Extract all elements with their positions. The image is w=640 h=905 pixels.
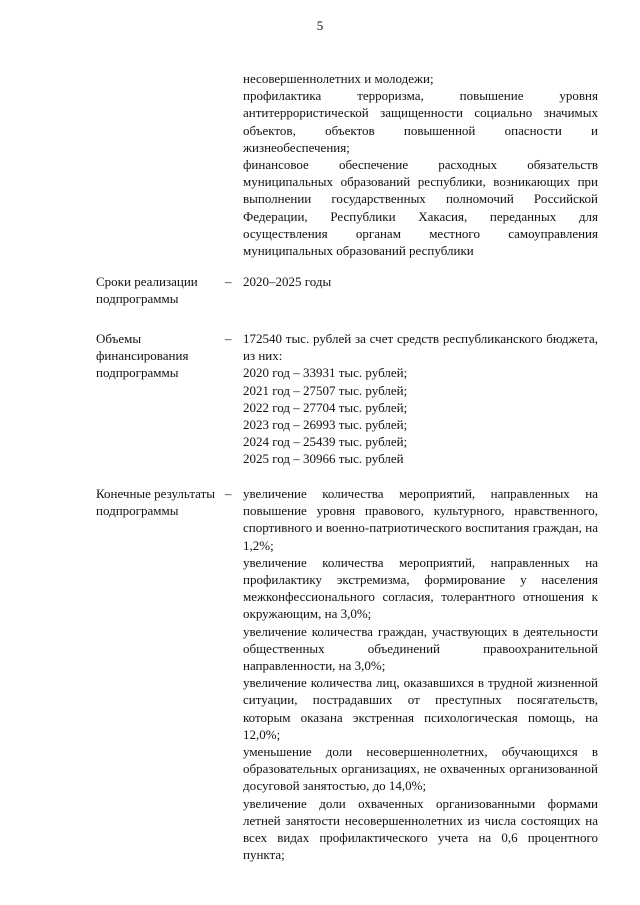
funding-year: 2024 год – 25439 тыс. рублей;	[243, 434, 408, 450]
funding-year: 2023 год – 26993 тыс. рублей;	[243, 417, 408, 433]
result-item: уменьшение доли несовершеннолетних, обучающихся в образовательных организациях, не охваченных организованной досуговой занятостью, до 14,0%;	[243, 744, 598, 794]
result-item: увеличение количества граждан, участвующих в деятельности общественных объединений правоохранительной направленности, на 3,0%;	[243, 623, 598, 674]
funding-label: Объемы финансирования подпрограммы	[96, 331, 189, 381]
funding-total: 172540 тыс. рублей за счет средств республиканского бюджета, из них:	[243, 331, 598, 364]
terms-dash: –	[225, 274, 232, 289]
intro-paragraph: несовершеннолетних и молодежи;	[243, 71, 434, 86]
funding-year: 2021 год – 27507 тыс. рублей;	[243, 382, 408, 398]
intro-content	[243, 70, 598, 259]
result-item: увеличение доли охваченных организованными формами летней занятости несовершеннолетних из числа состоящих на всех видах профилактического учета на 0,6 процентного пункта;	[243, 795, 598, 863]
intro-paragraph: финансовое обеспечение расходных обязательств муниципальных образований республики, возникающих при выполнении государственных полномочий Российской Федерации, Республики Хакасия, переданных для осуществления органам местного самоуправления муниципальных образований республики	[243, 157, 598, 259]
result-item: увеличение количества лиц, оказавшихся в трудной жизненной ситуации, пострадавших от преступных посягательств, которым оказана экстренная психологическая помощь, на 12,0%;	[243, 675, 598, 742]
result-item: увеличение количества мероприятий, направленных на профилактику экстремизма, формирование у населения межконфессионального согласия, толерантного отношения к окружающим, на 3,0%;	[243, 554, 598, 622]
result-item: увеличение количества мероприятий, направленных на повышение уровня правового, культурного, нравственного, спортивного и военно-патриотического воспитания граждан, на 1,2%;	[243, 486, 598, 553]
results-dash: –	[225, 486, 232, 501]
terms-label: Сроки реализации подпрограммы	[96, 274, 198, 307]
funding-content	[243, 330, 598, 468]
results-label: Конечные результаты подпрограммы	[96, 486, 216, 519]
funding-year: 2022 год – 27704 тыс. рублей;	[243, 399, 408, 415]
funding-year: 2020 год – 33931 тыс. рублей;	[243, 365, 408, 381]
terms-value	[243, 273, 598, 290]
results-content	[243, 485, 598, 863]
funding-dash: –	[225, 331, 232, 346]
funding-year: 2025 год – 30966 тыс. рублей	[243, 451, 404, 467]
intro-paragraph: профилактика терроризма, повышение уровня антитеррористической защищенности социально значимых объектов, объектов повышенной опасности и жизнеобеспечения;	[243, 88, 598, 155]
page-number: 5	[316, 18, 324, 33]
terms-text: 2020–2025 годы	[243, 274, 332, 289]
